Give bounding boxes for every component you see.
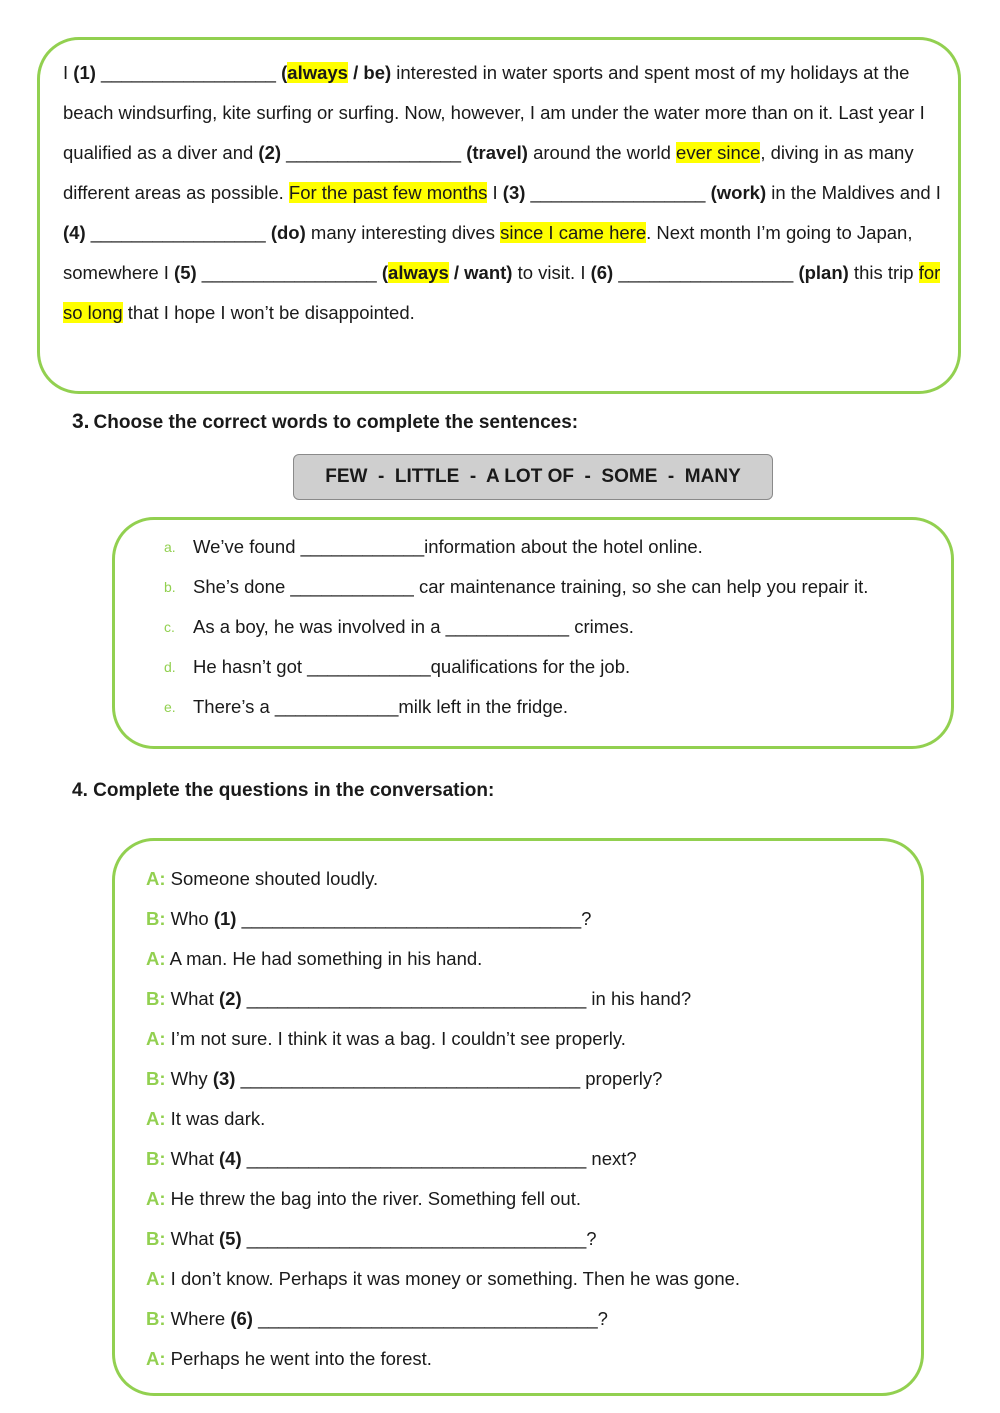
answer-blank[interactable]: _________________________________? [252, 1308, 608, 1329]
speaker-label: B: [146, 1308, 166, 1329]
blank-number: (5) [219, 1228, 242, 1249]
line-text: Someone shouted loudly. [165, 868, 379, 889]
sentence-item [164, 647, 944, 687]
text: in the Maldives and I [766, 182, 941, 203]
text: that I hope I won’t be disappointed. [122, 302, 415, 323]
sentence-item [164, 607, 944, 647]
conversation-line [146, 1179, 906, 1219]
exercise-number: 3. [72, 410, 90, 433]
exercise-title: Choose the correct words to complete the sentences: [93, 412, 579, 433]
answer-blank[interactable]: _________________ [281, 142, 467, 163]
verb-prompt: / want) [448, 262, 513, 283]
conversation-line [146, 1219, 906, 1259]
line-text: Who [165, 908, 214, 929]
line-text: What [165, 1228, 219, 1249]
text: I [63, 62, 74, 83]
blank-number: (4) [63, 222, 86, 243]
blank-number: (3) [212, 1068, 236, 1089]
word-bank: FEW - LITTLE - A LOT OF - SOME - MANY [293, 454, 773, 500]
text: ( [381, 262, 389, 283]
answer-blank[interactable]: _________________ [85, 222, 271, 243]
conversation-line [146, 979, 906, 1019]
conversation-line [146, 899, 906, 939]
conversation-line [146, 1259, 906, 1299]
speaker-label: A: [146, 1268, 166, 1289]
highlight-ever-since: ever since [676, 142, 761, 163]
conversation-line [146, 1099, 906, 1139]
exercise-3-list [164, 527, 944, 727]
sentence-text[interactable]: We’ve found ____________information about the hotel online. [193, 536, 703, 557]
text: ( [281, 62, 288, 83]
blank-number: (1) [73, 62, 96, 83]
sentence-text[interactable]: There’s a ____________milk left in the fridge. [193, 696, 569, 717]
blank-number: (6) [230, 1308, 253, 1329]
text: . Next month I’m going to Japan, somewhere I [63, 222, 913, 283]
blank-number: (3) [502, 182, 526, 203]
answer-blank[interactable]: _________________ [95, 62, 282, 83]
highlight-always: always [287, 62, 348, 83]
line-text: Why [165, 1068, 213, 1089]
speaker-label: B: [146, 1148, 166, 1169]
highlight-past-months: For the past few months [288, 182, 488, 203]
sentence-item [164, 687, 944, 727]
speaker-label: A: [146, 1028, 166, 1049]
item-letter: c. [164, 619, 175, 635]
line-text: What [165, 1148, 219, 1169]
speaker-label: B: [146, 1228, 166, 1249]
speaker-label: A: [146, 1188, 166, 1209]
exercise-3-heading [72, 410, 578, 434]
conversation-list [146, 859, 906, 1379]
conversation-line [146, 1139, 906, 1179]
text: many interesting dives [305, 222, 501, 243]
text: , diving in as many different areas as possible. [63, 142, 914, 203]
speaker-label: B: [146, 988, 166, 1009]
blank-number: (2) [258, 142, 282, 163]
line-text: He threw the bag into the river. Something fell out. [165, 1188, 581, 1209]
text: around the world [527, 142, 677, 163]
blank-number: (2) [219, 988, 242, 1009]
speaker-label: B: [146, 1068, 166, 1089]
conversation-line [146, 1299, 906, 1339]
answer-blank[interactable]: _________________________________ properly? [235, 1068, 663, 1089]
line-text: A man. He had something in his hand. [165, 948, 483, 969]
speaker-label: A: [146, 948, 166, 969]
verb-prompt: (do) [270, 222, 306, 243]
verb-prompt: (work) [710, 182, 767, 203]
answer-blank[interactable]: _________________ [525, 182, 711, 203]
sentence-text[interactable]: She’s done ____________ car maintenance training, so she can help you repair it. [193, 576, 869, 597]
sentence-text[interactable]: As a boy, he was involved in a ____________ crimes. [193, 616, 634, 637]
conversation-line [146, 859, 906, 899]
answer-blank[interactable]: _________________________________? [236, 908, 592, 929]
conversation-line [146, 1339, 906, 1379]
text: this trip [848, 262, 919, 283]
item-letter: b. [164, 579, 176, 595]
exercise-2-paragraph [63, 53, 943, 333]
sentence-text[interactable]: He hasn’t got ____________qualifications for the job. [193, 656, 631, 677]
speaker-label: A: [146, 1108, 166, 1129]
speaker-label: B: [146, 908, 166, 929]
sentence-item [164, 567, 944, 607]
answer-blank[interactable]: _________________ [613, 262, 799, 283]
highlight-so-long: for so long [63, 262, 941, 323]
sentence-item [164, 527, 944, 567]
line-text: Perhaps he went into the forest. [165, 1348, 432, 1369]
blank-number: (6) [590, 262, 614, 283]
answer-blank[interactable]: _________________________________? [241, 1228, 597, 1249]
conversation-line [146, 1019, 906, 1059]
verb-prompt: (travel) [466, 142, 528, 163]
conversation-line [146, 1059, 906, 1099]
blank-number: (1) [213, 908, 237, 929]
blank-number: (4) [219, 1148, 242, 1169]
line-text: It was dark. [165, 1108, 266, 1129]
text: to visit. I [512, 262, 591, 283]
answer-blank[interactable]: _________________________________ next? [241, 1148, 637, 1169]
item-letter: a. [164, 539, 176, 555]
blank-number: (5) [174, 262, 197, 283]
answer-blank[interactable]: _________________________________ in his hand? [241, 988, 692, 1009]
line-text: I’m not sure. I think it was a bag. I couldn’t see properly. [165, 1028, 626, 1049]
verb-prompt: (plan) [798, 262, 849, 283]
text: I [487, 182, 503, 203]
answer-blank[interactable]: _________________ [196, 262, 382, 283]
conversation-line [146, 939, 906, 979]
line-text: What [165, 988, 219, 1009]
exercise-4-heading: 4. Complete the questions in the conversation: [72, 780, 495, 801]
highlight-always: always [388, 262, 449, 283]
highlight-since-here: since I came here [500, 222, 647, 243]
speaker-label: A: [146, 1348, 166, 1369]
text: interested in water sports and spent most of my holidays at the beach windsurfing, kite surfing or surfing. Now, however, I am under the water more than on it. Last year I qualified as a diver and [63, 62, 925, 163]
line-text: I don’t know. Perhaps it was money or something. Then he was gone. [165, 1268, 741, 1289]
item-letter: d. [164, 659, 176, 675]
speaker-label: A: [146, 868, 166, 889]
line-text: Where [165, 1308, 231, 1329]
verb-prompt: / be) [347, 62, 392, 83]
item-letter: e. [164, 699, 176, 715]
